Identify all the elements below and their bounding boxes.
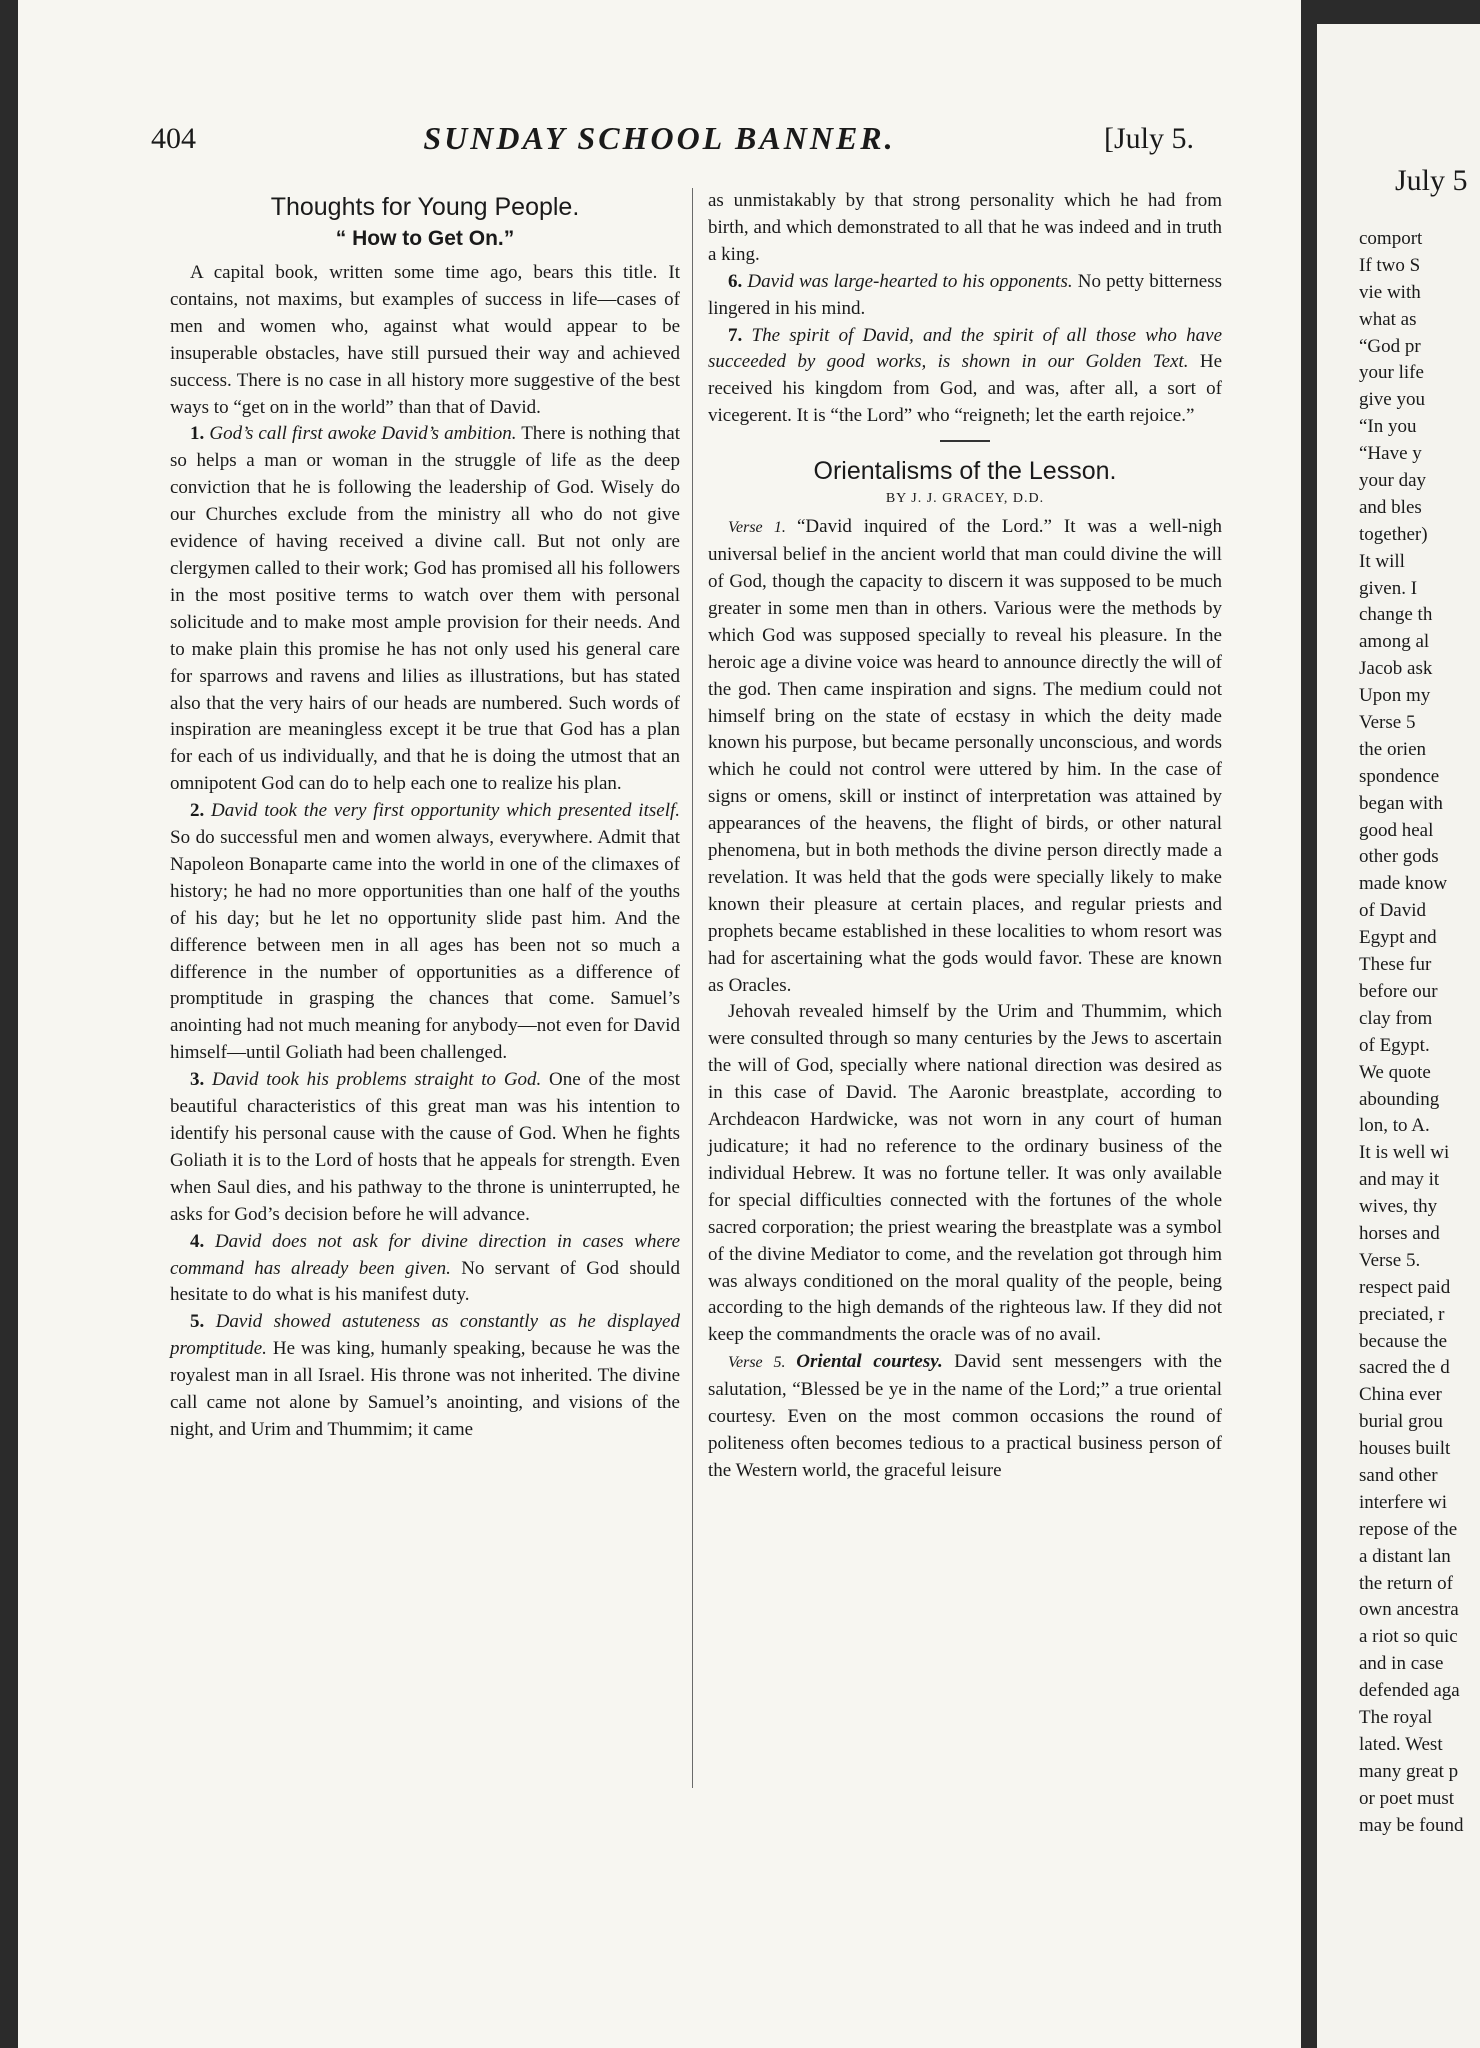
- right-page-line: other gods: [1359, 846, 1439, 868]
- paragraph-title: Oriental courtesy.: [796, 1351, 955, 1373]
- left-page: [18, 0, 1301, 2048]
- right-page-line: comport: [1359, 228, 1423, 249]
- right-page-line: preciated, r: [1359, 1303, 1445, 1325]
- numbered-point: [170, 1309, 680, 1444]
- right-page-line: among al: [1359, 631, 1430, 653]
- right-page-text: [1359, 226, 1480, 1839]
- right-page-line: If two S: [1359, 254, 1421, 276]
- right-page-line: interfere wi: [1359, 1491, 1448, 1513]
- point-title: David took his problems straight to God.: [212, 1069, 542, 1091]
- right-page-line: your life: [1359, 362, 1424, 384]
- point-list: [170, 421, 680, 1443]
- right-page-line: Verse 5.: [1359, 1249, 1421, 1271]
- right-page-line: good heal: [1359, 819, 1434, 841]
- running-header: [18, 118, 1301, 168]
- right-page-line: “God pr: [1359, 335, 1421, 357]
- right-page-line: lated. West: [1359, 1733, 1443, 1755]
- right-page-line: and in case: [1359, 1653, 1444, 1675]
- section-rule: [940, 440, 990, 442]
- lesson-paragraphs: [708, 514, 1222, 1485]
- right-page-line: wives, thy: [1359, 1196, 1438, 1218]
- right-page-line: and bles: [1359, 496, 1422, 518]
- lesson-paragraph: [708, 1349, 1222, 1485]
- page-number: 404: [151, 122, 196, 155]
- numbered-point: [170, 421, 680, 798]
- right-page-line: sand other: [1359, 1464, 1438, 1486]
- verse-label: Verse 5.: [728, 1354, 797, 1372]
- right-page-line: horses and: [1359, 1222, 1440, 1244]
- numbered-point: [170, 1067, 680, 1228]
- right-page-line: of David: [1359, 900, 1427, 922]
- point-text: So do successful men and women always, everywhere. Admit that Napoleon Bonaparte came into the world in one of the climaxes of history; he had no more opportunities than one half of the youths of his day; but he let no opportunity slide past him. And the difference between men in all ages has been not so much a difference in the number of opportunities as a difference of promptitude in grasping the chances that come. Samuel’s anointing had not much meaning for anybody—not even for David himself—until Goliath had been challenged.: [170, 827, 680, 1064]
- point-number: 1.: [190, 423, 210, 445]
- right-page-line: before our: [1359, 980, 1438, 1002]
- right-page-line: China ever: [1359, 1384, 1442, 1406]
- issue-date: [July 5.: [1104, 122, 1194, 155]
- point-text: He received his kingdom from God, and was, after all, a sort of vicegerent. It is “the Lord” who “reigneth; let the earth rejoice.”: [708, 351, 1223, 427]
- right-page-line: a riot so quic: [1359, 1626, 1458, 1648]
- right-column: [708, 188, 1222, 1485]
- numbered-point: [708, 269, 1222, 323]
- article-subheading: “ How to Get On.”: [335, 227, 515, 250]
- paragraph-text: David sent messengers with the salutation, “Blessed be ye in the name of the Lord;” a true oriental courtesy. Even on the most common occasions the round of politeness often becomes tedious to a practical business person of the Western world, the graceful leisure: [708, 1351, 1222, 1481]
- right-page-line: Jacob ask: [1359, 658, 1433, 680]
- right-page-line: a distant lan: [1359, 1545, 1451, 1567]
- right-page-line: burial grou: [1359, 1411, 1443, 1433]
- paragraph-text: “David inquired of the Lord.” It was a well-nigh universal belief in the ancient world that man could divine the will of God, though the capacity to discern it was supposed to be much greater in some men than in others. Various were the methods by which God was supposed specially to reveal his pleasure. In the heroic age a divine voice was heard to announce directly the will of the god. Then came inspiration and signs. The medium could not himself bring on the state of ecstasy in which the deity made known his purpose, but became personally unconscious, and words which he could not control were uttered by him. In the case of signs or omens, skill or instinct of interpretation was attained by appearances of the heavens, the flight of birds, or other natural phenomena, but in both methods the divine person directly made a revelation. It was held that the gods were specially likely to make known their pleasure at certain places, and regular priests and prophets became established in these localities to whom resort was had for ascertaining what the gods would favor. These are known as Oracles.: [708, 516, 1223, 996]
- point-text: There is nothing that so helps a man or woman in the struggle of life as the deep conviction that he is following the leadership of God. Wisely do our Churches exclude from the ministry all who do not give evidence of having received a divine call. But not only are clergymen called to their work; God has promised all his followers in the most positive terms to watch over them with personal solicitude and to make most ample provision for their needs. And to make plain this promise he has not only used his general care for sparrows and ravens and lilies as illustrations, but has stated also that the very hairs of our heads are numbered. Such words of inspiration are meaningless except it be true that God has a plan for each of us individually, and that he is doing the utmost that an omnipotent God can do to help each one to realize his plan.: [170, 423, 680, 795]
- continuation-paragraph: as unmistakably by that strong personality which he had from birth, and which demonstrated to all that he was indeed and in truth a king.: [708, 190, 1222, 265]
- right-page-line: abounding: [1359, 1088, 1440, 1110]
- right-page-line: houses built: [1359, 1438, 1451, 1460]
- right-page-line: or poet must: [1359, 1787, 1454, 1809]
- right-page-line: and may it: [1359, 1169, 1440, 1191]
- point-text: No petty bitterness lingered in his mind.: [708, 270, 1223, 319]
- point-number: 3.: [190, 1069, 213, 1091]
- lesson-paragraph: [708, 999, 1222, 1349]
- right-page-header: July 5: [1395, 164, 1468, 197]
- right-page-line: change th: [1359, 604, 1433, 626]
- right-page-line: clay from: [1359, 1007, 1433, 1029]
- point-text: He was king, humanly speaking, because he was the royalest man in all Israel. His throne was not inherited. The divine call came not alone by Samuel’s anointing, and visions of the night, and Urim and Thummim; it came: [170, 1338, 680, 1440]
- point-text: No servant of God should hesitate to do what is his manifest duty.: [170, 1257, 680, 1306]
- right-page-line: Egypt and: [1359, 927, 1437, 949]
- right-page-line: defended aga: [1359, 1680, 1460, 1702]
- right-page-line: may be found: [1359, 1814, 1464, 1836]
- right-page-line: spondence: [1359, 765, 1440, 787]
- point-number: 4.: [190, 1230, 215, 1252]
- section-heading: Orientalisms of the Lesson.: [813, 457, 1117, 486]
- right-page-line: what as: [1359, 308, 1417, 330]
- point-number: 7.: [728, 324, 752, 346]
- right-page-line: the return of: [1359, 1572, 1453, 1594]
- point-title: David does not ask for divine direction in cases where command has already been given.: [170, 1230, 681, 1279]
- right-page-line: made know: [1359, 873, 1448, 895]
- right-page-line: Verse 5: [1359, 712, 1416, 734]
- right-page-line: vie with: [1359, 281, 1421, 303]
- lesson-paragraph: [708, 514, 1222, 999]
- point-title: God’s call first awoke David’s ambition.: [209, 423, 517, 445]
- right-page-line: own ancestra: [1359, 1599, 1459, 1621]
- right-page-line: began with: [1359, 792, 1443, 814]
- numbered-point: [170, 798, 680, 1067]
- paragraph-text: Jehovah revealed himself by the Urim and Thummim, which were consulted through so many centuries by the Jews to ascertain the will of God, specially where national direction was desired as in this case of David. The Aaronic breastplate, according to Archdeacon Hardwicke, was not worn in any court of human judicature; it had no reference to the ordinary business of the individual Hebrew. It was no fortune teller. It was only available for special difficulties connected with the fortunes of the whole sacred corporation; the priest wearing the breastplate was a symbol of the divine Mediator to come, and the revelation got through him was always conditioned on the moral quality of the people, being according to the high demands of the righteous law. If they did not keep the commandments the oracle was of no avail.: [708, 1001, 1222, 1346]
- author-byline: BY J. J. GRACEY, D.D.: [885, 491, 1045, 507]
- periodical-title: SUNDAY SCHOOL BANNER.: [423, 120, 896, 156]
- right-page-line: “Have y: [1359, 443, 1422, 465]
- point-list: [708, 269, 1222, 430]
- point-title: David was large-hearted to his opponents.: [747, 270, 1073, 292]
- right-page-line: “In you: [1359, 416, 1417, 438]
- right-page-line: your day: [1359, 470, 1427, 492]
- right-page-line: The royal: [1359, 1706, 1433, 1728]
- right-page-line: respect paid: [1359, 1276, 1451, 1298]
- point-number: 6.: [728, 270, 748, 292]
- right-page-line: lon, to A.: [1359, 1115, 1430, 1137]
- right-page-line: repose of the: [1359, 1518, 1458, 1540]
- right-page-line: It is well wi: [1359, 1142, 1450, 1164]
- verse-label: Verse 1.: [728, 519, 797, 537]
- intro-paragraph: A capital book, written some time ago, bears this title. It contains, not maxims, but examples of success in life—cases of men and women who, against what would appear to be insuperable obstacles, have still pursued their way and achieved success. There is no case in all history more suggestive of the best ways to “get on in the world” than that of David.: [170, 262, 680, 418]
- right-page-line: the orien: [1359, 738, 1427, 760]
- point-title: The spirit of David, and the spirit of all those who have succeeded by good works, is shown in our Golden Text.: [708, 324, 1223, 373]
- right-page-line: sacred the d: [1359, 1357, 1450, 1379]
- article-heading: Thoughts for Young People.: [270, 193, 580, 221]
- column-divider: [692, 188, 693, 1788]
- right-page-line: give you: [1359, 389, 1425, 411]
- right-page-line: together): [1359, 523, 1428, 545]
- right-page-line: of Egypt.: [1359, 1034, 1430, 1056]
- point-title: David took the very first opportunity which presented itself.: [211, 800, 680, 822]
- point-text: One of the most beautiful characteristics of this great man was his intention to identify his personal cause with the cause of God. When he fights Goliath it is to the Lord of hosts that he appeals for strength. Even when Saul dies, and his pathway to the throne is uninterrupted, he asks for God’s decision before he will advance.: [170, 1069, 680, 1225]
- point-number: 2.: [190, 800, 212, 822]
- numbered-point: [708, 323, 1222, 431]
- right-page-fragment: [1317, 24, 1480, 2048]
- numbered-point: [170, 1229, 680, 1310]
- right-page-line: We quote: [1359, 1061, 1431, 1083]
- right-page-line: many great p: [1359, 1760, 1459, 1782]
- right-page-line: It will: [1359, 550, 1405, 572]
- point-number: 5.: [190, 1311, 216, 1333]
- right-page-line: These fur: [1359, 954, 1432, 976]
- right-page-line: given. I: [1359, 577, 1418, 599]
- right-page-line: Upon my: [1359, 685, 1431, 707]
- left-column: [170, 190, 680, 1444]
- point-title: David showed astuteness as constantly as he displayed promptitude.: [170, 1311, 680, 1360]
- right-page-line: because the: [1359, 1330, 1448, 1352]
